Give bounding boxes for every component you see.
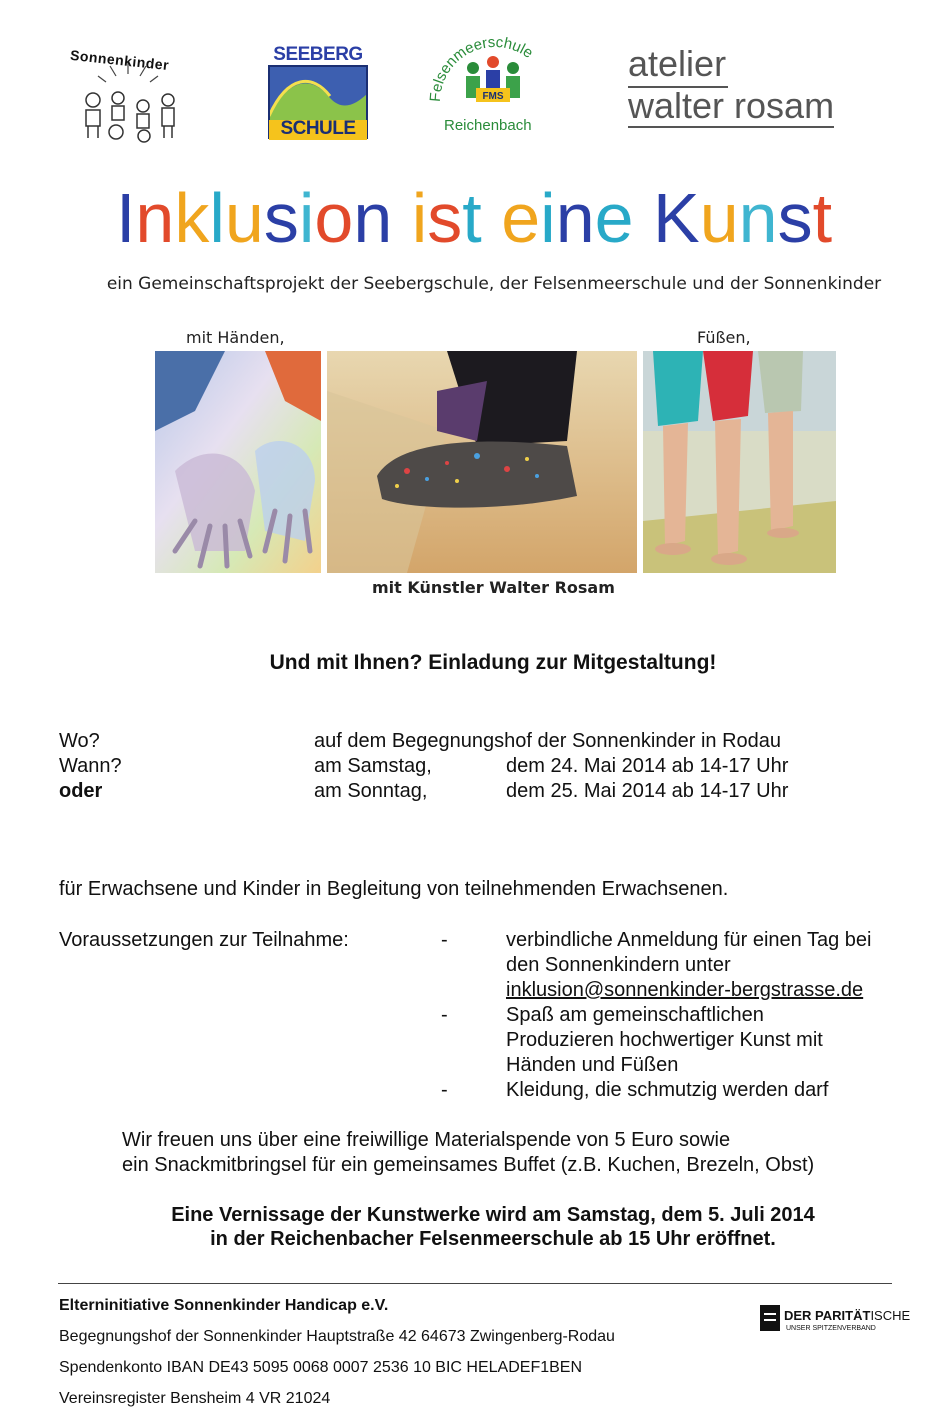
title-letter: k: [174, 179, 210, 257]
bullet-dash: -: [441, 929, 448, 951]
title-letter: t: [462, 179, 482, 257]
title-letter: i: [298, 179, 315, 257]
or-date: dem 25. Mai 2014 ab 14-17 Uhr: [506, 780, 789, 802]
title-letter: e: [594, 179, 634, 257]
caption-hands: mit Händen,: [186, 328, 285, 347]
or-label: oder: [59, 780, 103, 802]
atelier-logo-line1: atelier: [628, 43, 727, 84]
or-day: am Sonntag,: [314, 780, 428, 802]
paritaetische-logo: [760, 1305, 910, 1337]
registration-email-link[interactable]: inklusion@sonnenkinder-bergstrasse.de: [506, 979, 864, 1001]
when-date: dem 24. Mai 2014 ab 14-17 Uhr: [506, 755, 789, 777]
title-letter: [634, 179, 653, 257]
seeberg-logo-top: SEEBERG: [273, 44, 363, 65]
where-label: Wo?: [59, 730, 100, 752]
footer-bank: Spendenkonto IBAN DE43 5095 0068 0007 2536 10 BIC HELADEF1BEN: [59, 1359, 583, 1376]
requirement-2-line3: Händen und Füßen: [506, 1054, 679, 1076]
title-letter: n: [135, 179, 175, 257]
sonnenkinder-logo-text: Sonnenkinder: [69, 46, 170, 74]
title-letter: u: [224, 179, 264, 257]
photo-feet: [643, 351, 836, 573]
paritaetische-mark-icon: [760, 1305, 780, 1331]
atelier-logo-line2: walter rosam: [628, 85, 835, 126]
audience-text: für Erwachsene und Kinder in Begleitung von teilnehmenden Erwachsenen.: [59, 878, 729, 900]
paritaetische-name-rest: ISCHE: [870, 1308, 911, 1323]
title-letter: K: [653, 179, 700, 257]
requirement-1-line2: den Sonnenkindern unter: [506, 954, 731, 976]
donation-line2: ein Snackmitbringsel für ein gemeinsames Buffet (z.B. Kuchen, Brezeln, Obst): [122, 1154, 815, 1176]
footer-register: Vereinsregister Bensheim 4 VR 21024: [59, 1390, 331, 1407]
title-letter: s: [427, 179, 463, 257]
caption-artist: mit Künstler Walter Rosam: [372, 578, 615, 597]
title-letter: o: [314, 179, 354, 257]
title-letter: s: [777, 179, 813, 257]
caption-feet: Füßen,: [697, 328, 751, 347]
photo-hands: [155, 351, 321, 573]
invite-heading: Und mit Ihnen? Einladung zur Mitgestaltung!: [269, 651, 717, 674]
title-letter: l: [209, 179, 225, 257]
fms-badge-text: FMS: [482, 91, 504, 102]
paritaetische-name-bold: DER PARITÄT: [784, 1308, 871, 1323]
bullet-dash: -: [441, 1079, 448, 1101]
donation-line1: Wir freuen uns über eine freiwillige Materialspende von 5 Euro sowie: [122, 1129, 731, 1151]
footer-address: Begegnungshof der Sonnenkinder Hauptstraße 42 64673 Zwingenberg-Rodau: [59, 1328, 615, 1345]
requirement-2-line1: Spaß am gemeinschaftlichen: [506, 1004, 764, 1026]
title-letter: i: [540, 179, 556, 257]
title-letter: n: [738, 179, 778, 257]
requirement-2-line2: Produzieren hochwertiger Kunst mit: [506, 1029, 823, 1051]
bullet-dash: -: [441, 1004, 448, 1026]
photo-shoe: [327, 351, 637, 573]
title-letter: t: [812, 179, 833, 257]
atelier-underline-2: [628, 126, 834, 128]
where-value: auf dem Begegnungshof der Sonnenkinder in Rodau: [314, 730, 782, 752]
vernissage-line2: in der Reichenbacher Felsenmeerschule ab 15 Uhr eröffnet.: [210, 1228, 776, 1250]
footer-org: Elterninitiative Sonnenkinder Handicap e.V.: [59, 1297, 389, 1314]
title-letter: I: [115, 179, 136, 257]
title-letter: u: [699, 179, 739, 257]
felsenmeerschule-arc-text: Felsenmeerschule: [428, 33, 537, 103]
title-letter: n: [353, 179, 393, 257]
title-letter: [482, 179, 501, 257]
requirement-3: Kleidung, die schmutzig werden darf: [506, 1079, 829, 1101]
when-day: am Samstag,: [314, 755, 432, 777]
subtitle: ein Gemeinschaftsprojekt der Seebergschule, der Felsenmeerschule und der Sonnenkinder: [106, 274, 882, 294]
when-label: Wann?: [59, 755, 122, 777]
vernissage-line1: Eine Vernissage der Kunstwerke wird am Samstag, dem 5. Juli 2014: [171, 1204, 815, 1226]
title-letter: e: [501, 179, 541, 257]
title-letter: s: [263, 179, 299, 257]
seeberg-logo-bottom: SCHULE: [280, 118, 356, 139]
title-letter: n: [555, 179, 595, 257]
footer-divider: [58, 1283, 892, 1284]
felsenmeerschule-city: Reichenbach: [444, 117, 532, 134]
paritaetische-subline: UNSER SPITZENVERBAND: [786, 1325, 876, 1332]
requirements-label: Voraussetzungen zur Teilnahme:: [59, 929, 349, 951]
title-letter: [392, 179, 411, 257]
requirement-1-line1: verbindliche Anmeldung für einen Tag bei: [506, 929, 872, 951]
page-title: [0, 176, 948, 260]
title-letter: i: [411, 179, 428, 257]
